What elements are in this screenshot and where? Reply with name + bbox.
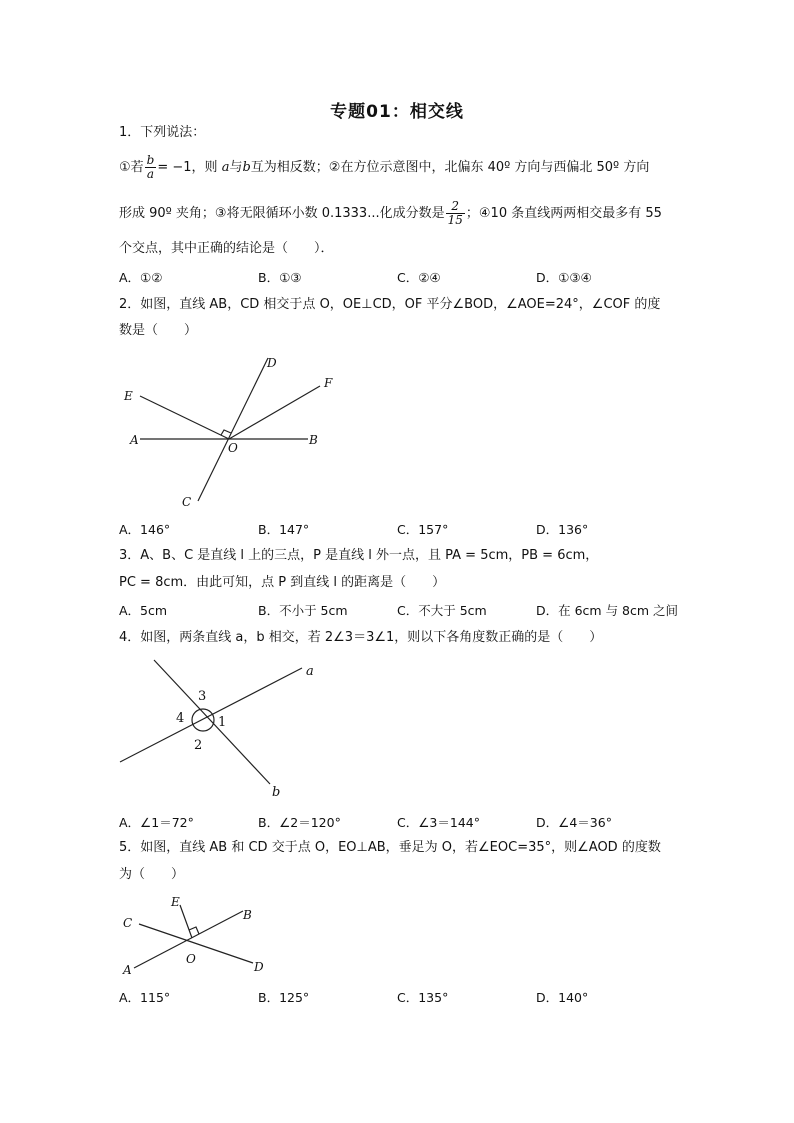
q2-label-c: C <box>182 495 192 509</box>
q1-l1-text-c: 与 <box>229 160 243 175</box>
q3-option-c: C．不大于 5cm <box>397 603 487 618</box>
q1-l2-text-b: ；④10 条直线两两相交最多有 55 <box>465 206 662 221</box>
q1-var-b: b <box>242 160 251 175</box>
q5-label-a: A <box>123 963 132 977</box>
q3-option-b: B．不小于 5cm <box>258 603 348 618</box>
q4-line-1: 4．如图，两条直线 a，b 相交，若 2∠3＝3∠1，则以下各角度数正确的是（ ） <box>119 630 603 645</box>
q3-line-2: PC = 8cm．由此可知，点 P 到直线 l 的距离是（ ） <box>119 575 446 590</box>
q3-line-1: 3．A、B、C 是直线 l 上的三点，P 是直线 l 外一点，且 PA = 5cm，PB = 6cm， <box>119 548 599 563</box>
q5-label-c: C <box>123 916 133 930</box>
q4-label-a: a <box>306 664 314 679</box>
q5-label-e: E <box>171 895 180 909</box>
q4-option-c: C．∠3＝144° <box>397 815 480 830</box>
q5-option-c: C．135° <box>397 990 449 1005</box>
q5-line-2: 为（ ） <box>119 867 185 882</box>
q1-option-a: A．①② <box>119 270 163 285</box>
q4-option-d: D．∠4＝36° <box>536 815 612 830</box>
q1-fraction-2-15: $\frac{2}{15}$ <box>447 199 463 227</box>
q4-line-a <box>120 668 302 762</box>
q4-label-b: b <box>272 785 281 800</box>
q3-option-a: A．5cm <box>119 603 168 618</box>
q2-figure <box>110 348 350 513</box>
q5-label-b: B <box>243 908 252 922</box>
q1-option-d: D．①③④ <box>536 270 592 285</box>
q1-line-1 <box>119 154 649 181</box>
q1-var-a: a <box>221 160 230 175</box>
q5-label-d: D <box>254 960 264 974</box>
q1-line-3: 个交点，其中正确的结论是（ ）． <box>119 241 334 256</box>
q2-option-b: B．147° <box>258 522 310 537</box>
q4-figure <box>110 652 330 802</box>
q5-option-d: D．140° <box>536 990 589 1005</box>
q1-line-2 <box>119 200 662 227</box>
q4-label-1: 1 <box>218 715 227 730</box>
q4-label-3: 3 <box>198 689 207 704</box>
q4-option-a: A．∠1＝72° <box>119 815 194 830</box>
q2-label-d: D <box>267 356 277 370</box>
q5-line-1: 5．如图，直线 AB 和 CD 交于点 O，EO⊥AB，垂足为 O，若∠EOC=35°，则∠AOD 的度数 <box>119 840 661 855</box>
q2-ray-of <box>229 386 320 439</box>
q1-l1-text-b: = −1，则 <box>157 160 218 175</box>
q1-option-c: C．②④ <box>397 270 441 285</box>
q5-figure <box>115 890 280 980</box>
q5-ray-oe <box>180 905 192 938</box>
q2-label-b: B <box>309 433 318 447</box>
q2-line-1: 2．如图，直线 AB，CD 相交于点 O，OE⊥CD，OF 平分∠BOD，∠AOE=24°，∠COF 的度 <box>119 297 661 312</box>
q1-option-b: B．①③ <box>258 270 302 285</box>
q4-label-4: 4 <box>176 711 185 726</box>
q2-label-f: F <box>324 376 333 390</box>
q5-option-b: B．125° <box>258 990 310 1005</box>
q3-option-d: D．在 6cm 与 8cm 之间 <box>536 603 679 618</box>
q1-fraction-b-over-a: $\frac{b}{a}$ <box>146 153 155 181</box>
q1-l1-text-a: ①若 <box>119 160 144 175</box>
q2-option-a: A．146° <box>119 522 171 537</box>
page-title: 专题01：相交线 <box>330 102 464 122</box>
q4-line-b <box>154 660 270 784</box>
q2-option-d: D．136° <box>536 522 589 537</box>
q4-label-2: 2 <box>194 738 203 753</box>
q2-option-c: C．157° <box>397 522 449 537</box>
q5-label-o: O <box>186 952 196 966</box>
q1-l2-text-a: 形成 90º 夹角；③将无限循环小数 0.1333...化成分数是 <box>119 206 445 221</box>
q2-label-o: O <box>228 441 238 455</box>
q2-ray-oe <box>140 396 229 439</box>
q2-right-angle-mark <box>221 430 231 435</box>
q5-line-cd <box>139 924 253 963</box>
q4-option-b: B．∠2＝120° <box>258 815 341 830</box>
q1-stem: 1．下列说法： <box>119 125 206 140</box>
q1-l1-text-d: 互为相反数；②在方位示意图中，北偏东 40º 方向与西偏北 50º 方向 <box>250 160 650 175</box>
q2-line-2: 数是（ ） <box>119 323 198 338</box>
q2-label-a: A <box>130 433 139 447</box>
q5-option-a: A．115° <box>119 990 171 1005</box>
q2-label-e: E <box>124 389 133 403</box>
